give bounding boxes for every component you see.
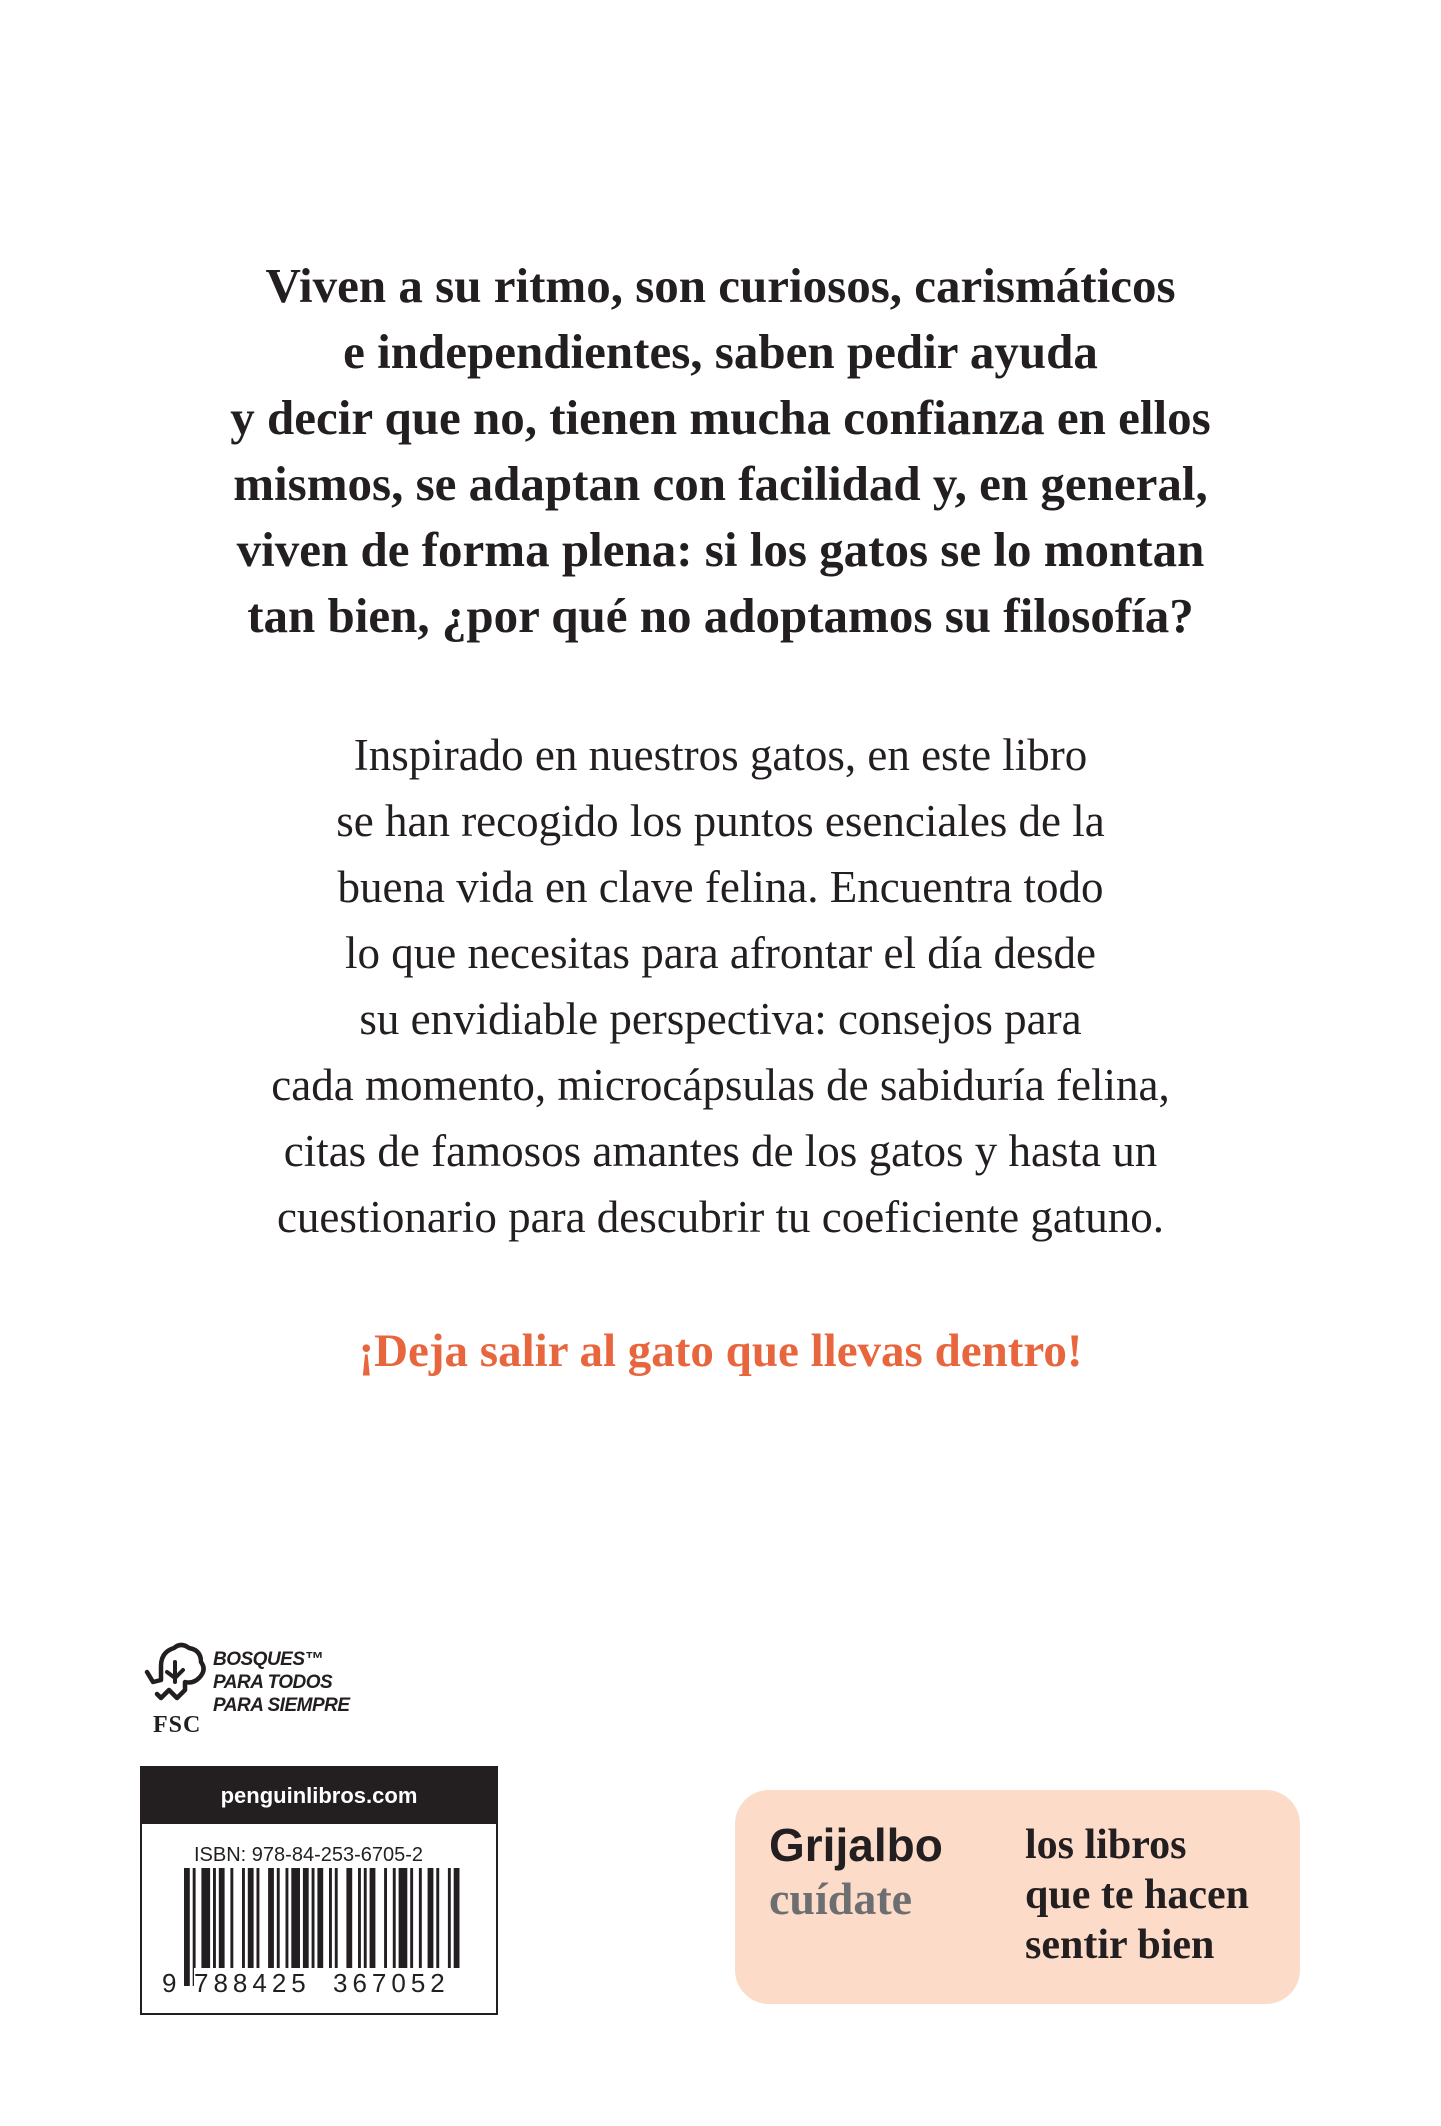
barcode-box (140, 1766, 498, 2015)
barcode-bar (399, 1868, 408, 1968)
barcode-bar (277, 1868, 280, 1968)
barcode-bar (384, 1868, 387, 1968)
barcode-bar (448, 1868, 451, 1968)
barcode-bar (346, 1868, 352, 1968)
barcode-bar (201, 1868, 210, 1968)
blurb-line: mismos, se adaptan con facilidad y, en general, (233, 456, 1208, 511)
isbn-label: ISBN: 978-84-253-6705-2 (194, 1844, 424, 1866)
barcode-bar (428, 1868, 434, 1968)
blurb-line: Viven a su ritmo, son curiosos, carismáticos (265, 258, 1176, 313)
fsc-slogan (213, 1648, 350, 1717)
barcode-bar (303, 1868, 309, 1968)
brand-tagline-line: sentir bien (1025, 1922, 1215, 1968)
blurb-line: tan bien, ¿por qué no adoptamos su filosofía? (247, 588, 1194, 643)
barcode-bar (248, 1868, 254, 1968)
barcode-bar (242, 1868, 245, 1968)
barcode-bar (419, 1868, 422, 1968)
barcode-bar (219, 1868, 225, 1968)
website-url: penguinlibros.com (142, 1768, 496, 1824)
blurb (160, 253, 1281, 649)
blurb-line: e independientes, saben pedir ayuda (343, 324, 1098, 379)
barcode-bar (329, 1868, 332, 1968)
brand-tagline-line: que te hacen (1025, 1872, 1249, 1918)
call-to-action: ¡Deja salir al gato que llevas dentro! (358, 1325, 1083, 1377)
description-line: su envidiable perspectiva: consejos para (359, 994, 1082, 1044)
barcode-bar (230, 1868, 233, 1968)
description-line: Inspirado en nuestros gatos, en este libro (353, 730, 1088, 780)
barcode-bar (312, 1868, 315, 1968)
description-line: cada momento, microcápsulas de sabiduría felina, (271, 1060, 1170, 1110)
description (160, 722, 1281, 1250)
brand-line: cuídate (769, 1873, 913, 1924)
barcode-bar (291, 1868, 300, 1968)
brand-tagline (1025, 1820, 1249, 1970)
fsc-slogan-line: BOSQUES™ (213, 1649, 324, 1670)
description-line: buena vida en clave felina. Encuentra todo (337, 862, 1104, 912)
barcode-digit-group: 367052 (333, 1968, 450, 1998)
barcode-bar (335, 1868, 338, 1968)
description-line: se han recogido los puntos esenciales de la (336, 796, 1105, 846)
blurb-line: y decir que no, tienen mucha confianza en ellos (230, 390, 1211, 445)
barcode-bar (286, 1868, 289, 1968)
description-line: lo que necesitas para afrontar el día desde (345, 928, 1096, 978)
barcode-bar (454, 1868, 460, 1968)
description-line: cuestionario para descubrir tu coeficiente gatuno. (276, 1192, 1165, 1242)
barcode-bar (317, 1868, 323, 1968)
barcode-bar (213, 1868, 216, 1968)
brand-box (735, 1790, 1300, 2004)
brand-name: Grijalbo (769, 1819, 943, 1871)
barcode-bar (184, 1868, 190, 1986)
description-line: citas de famosos amantes de los gatos y hasta un (283, 1126, 1158, 1176)
barcode-digit-lead: 9 (162, 1968, 177, 1998)
fsc-slogan-line: PARA SIEMPRE (213, 1695, 350, 1716)
brand-tagline-line: los libros (1025, 1822, 1187, 1868)
barcode-bar (268, 1868, 274, 1968)
blurb-line: viven de forma plena: si los gatos se lo montan (236, 522, 1205, 577)
barcode-bar (257, 1868, 260, 1968)
barcode-digit-group: 788425 (194, 1968, 311, 1998)
fsc-tree-icon (143, 1642, 207, 1710)
barcode-bar (436, 1868, 439, 1968)
barcode-bar (393, 1868, 396, 1968)
barcode-bar (358, 1868, 361, 1968)
barcode-bar (410, 1868, 413, 1968)
fsc-logo (143, 1642, 403, 1742)
fsc-slogan-line: PARA TODOS (213, 1672, 333, 1693)
fsc-letters: FSC (153, 1712, 202, 1738)
